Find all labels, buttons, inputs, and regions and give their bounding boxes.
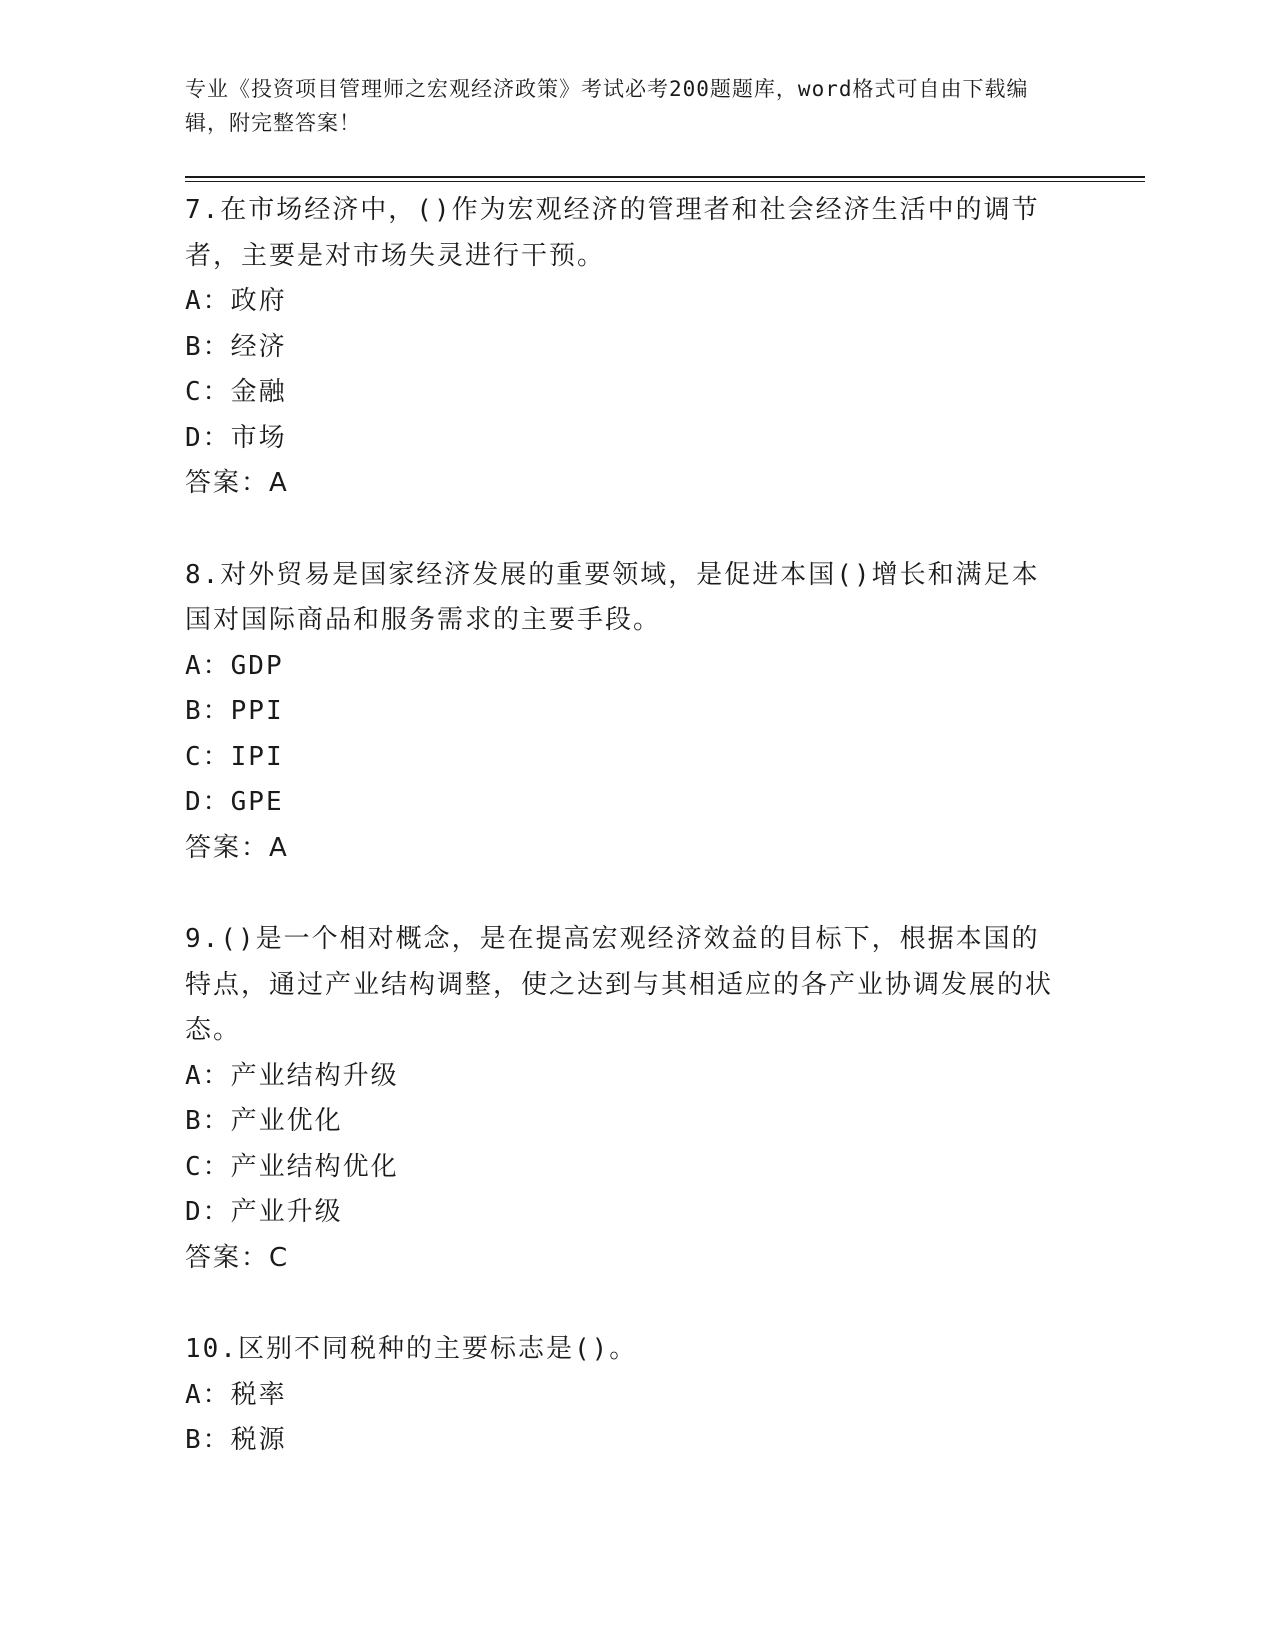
- question-8: [185, 553, 1055, 872]
- answer-line: 答案：A: [185, 468, 289, 498]
- option-b: B：税源: [185, 1425, 287, 1455]
- option-c: C：IPI: [185, 741, 284, 772]
- question-stem: 9.()是一个相对概念，是在提高宏观经济效益的目标下，根据本国的特点，通过产业结构调整，使之达到与其相适应的各产业协调发展的状态。: [185, 924, 1054, 1045]
- header-divider-thin: [185, 181, 1145, 182]
- option-a: A：税率: [185, 1379, 287, 1410]
- answer-line: 答案：A: [185, 832, 289, 863]
- question-9: [185, 917, 1055, 1281]
- question-10: [185, 1327, 1055, 1464]
- option-d: D：市场: [185, 422, 287, 453]
- question-list: [185, 188, 1055, 1510]
- option-c: C：金融: [185, 377, 287, 407]
- document-header: 专业《投资项目管理师之宏观经济政策》考试必考200题题库，word格式可自由下载编辑，附完整答案！: [185, 77, 1029, 135]
- question-stem: 10.区别不同税种的主要标志是()。: [185, 1334, 638, 1364]
- option-d: D：产业升级: [185, 1197, 343, 1227]
- option-a: A：产业结构升级: [185, 1060, 399, 1091]
- option-b: B：PPI: [185, 696, 284, 726]
- question-7: [185, 188, 1055, 507]
- answer-line: 答案：C: [185, 1242, 290, 1273]
- option-c: C：产业结构优化: [185, 1151, 399, 1182]
- option-a: A：政府: [185, 286, 287, 316]
- header-divider-thick: [185, 176, 1145, 178]
- question-stem: 8.对外贸易是国家经济发展的重要领域，是促进本国()增长和满足本国对国际商品和服务需求的主要手段。: [185, 559, 1040, 635]
- option-a: A：GDP: [185, 650, 284, 681]
- option-d: D：GPE: [185, 787, 284, 817]
- option-b: B：经济: [185, 331, 287, 362]
- option-b: B：产业优化: [185, 1106, 343, 1136]
- question-stem: 7.在市场经济中，()作为宏观经济的管理者和社会经济生活中的调节者，主要是对市场失灵进行干预。: [185, 195, 1040, 271]
